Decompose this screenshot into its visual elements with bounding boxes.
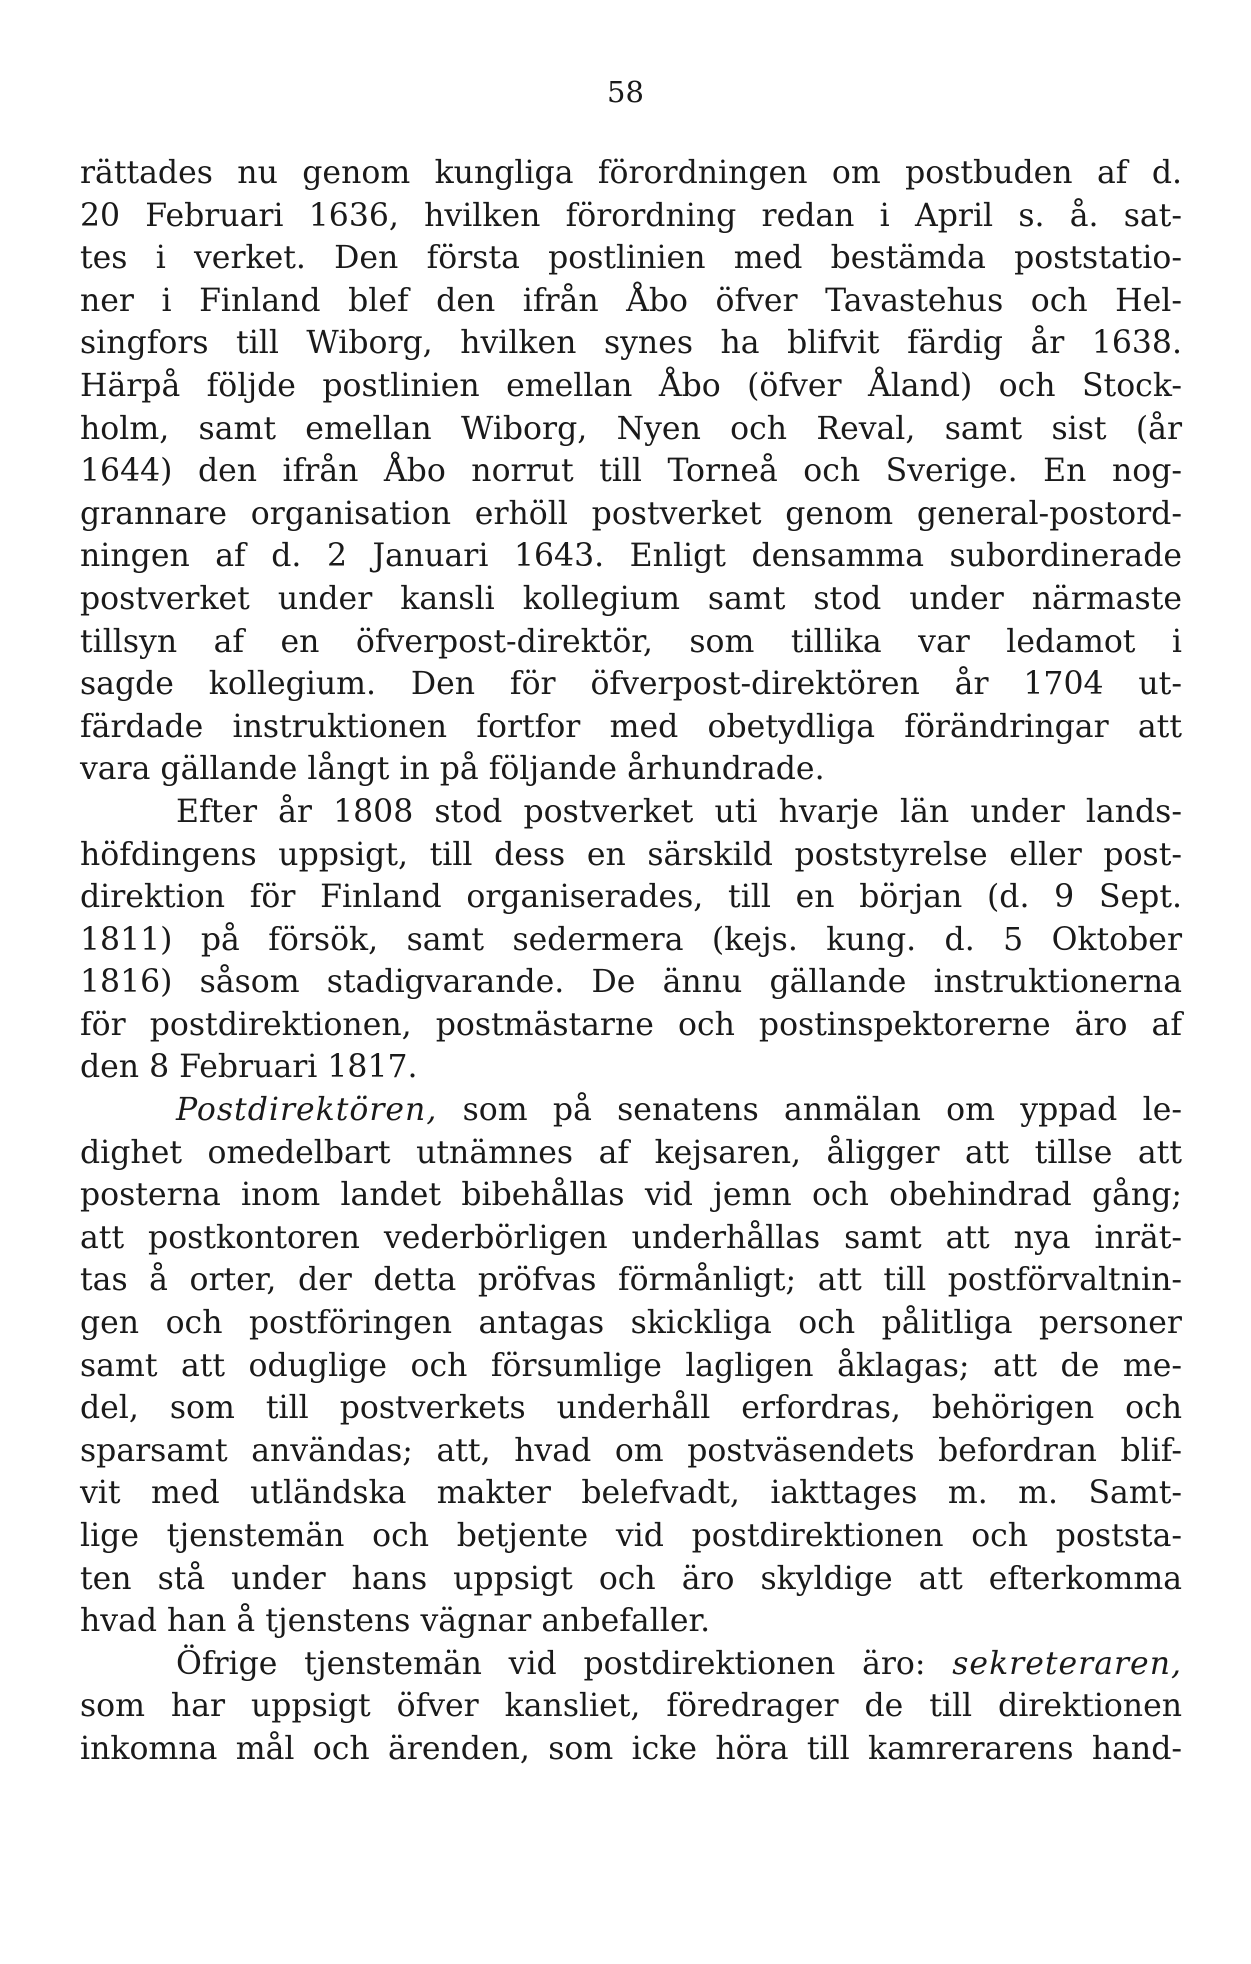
text-line: 1811) på försök, samt sedermera (kejs. kung. d. 5 Oktober	[80, 921, 1182, 958]
text-line	[80, 1643, 1182, 1686]
text-line: grannare organisation erhöll postverket genom general-postord-	[80, 495, 1182, 532]
emphasis-term: Postdirektören,	[176, 1092, 438, 1129]
text-line: samt att oduglige och försumlige lagligen åklagas; att de me-	[80, 1347, 1182, 1384]
text-line: Härpå följde postlinien emellan Åbo (öfver Åland) och Stock-	[80, 367, 1182, 404]
text-line: hvad han å tjenstens vägnar anbefaller.	[80, 1603, 711, 1640]
text-line: ningen af d. 2 Januari 1643. Enligt densamma subordinerade	[80, 538, 1182, 575]
body-text	[80, 152, 1182, 1771]
text-line: för postdirektionen, postmästarne och postinspektorerne äro af	[80, 1006, 1182, 1043]
text-line: färdade instruktionen fortfor med obetydliga förändringar att	[80, 708, 1182, 745]
text-line: sagde kollegium. Den för öfverpost-direktören år 1704 ut-	[80, 666, 1182, 703]
text-line: postverket under kansli kollegium samt stod under närmaste	[80, 580, 1182, 617]
text-line: sparsamt användas; att, hvad om postväsendets befordran blif-	[80, 1432, 1182, 1469]
text-line: 1644) den ifrån Åbo norrut till Torneå och Sverige. En nog-	[80, 453, 1182, 490]
text-line: ner i Finland blef den ifrån Åbo öfver Tavastehus och Hel-	[80, 282, 1182, 319]
text-line: posterna inom landet bibehållas vid jemn och obehindrad gång;	[80, 1177, 1182, 1214]
text-line: dighet omedelbart utnämnes af kejsaren, åligger att tillse att	[80, 1134, 1182, 1171]
text-line: vara gällande långt in på följande århundrade.	[80, 751, 825, 788]
text-line: holm, samt emellan Wiborg, Nyen och Reval, samt sist (år	[80, 410, 1182, 447]
text-line: tes i verket. Den första postlinien med bestämda poststatio-	[80, 240, 1182, 277]
text-line: direktion för Finland organiserades, till en början (d. 9 Sept.	[80, 879, 1182, 916]
paragraph-4	[80, 1643, 1182, 1771]
text-line: som har uppsigt öfver kansliet, föredrager de till direktionen	[80, 1688, 1182, 1725]
text-line: inkomna mål och ärenden, som icke höra till kamrerarens hand-	[80, 1730, 1182, 1767]
text-line: del, som till postverkets underhåll erfordras, behörigen och	[80, 1390, 1182, 1427]
text-line: 20 Februari 1636, hvilken förordning redan i April s. å. sat-	[80, 197, 1182, 234]
text-line: ten stå under hans uppsigt och äro skyldige att efterkomma	[80, 1560, 1182, 1597]
text-line: den 8 Februari 1817.	[80, 1049, 418, 1086]
text-line: Efter år 1808 stod postverket uti hvarje län under lands-	[176, 793, 1182, 830]
text-line: gen och postföringen antagas skickliga och pålitliga personer	[80, 1305, 1182, 1342]
text-line: rättades nu genom kungliga förordningen om postbuden af d.	[80, 155, 1182, 191]
text-line: höfdingens uppsigt, till dess en särskild poststyrelse eller post-	[80, 836, 1182, 873]
text-line: 1816) såsom stadigvarande. De ännu gällande instruktionerna	[80, 964, 1182, 1001]
page-number: 58	[607, 75, 644, 109]
emphasis-term: sekreteraren,	[952, 1645, 1182, 1682]
paragraph-1	[80, 152, 1182, 791]
text-line	[80, 1089, 1182, 1132]
text-line: tillsyn af en öfverpost-direktör, som tillika var ledamot i	[80, 623, 1182, 660]
paragraph-2	[80, 791, 1182, 1089]
text-line: att postkontoren vederbörligen underhållas samt att nya inrät-	[80, 1219, 1182, 1256]
text-line: vit med utländska makter belefvadt, iakttages m. m. Samt-	[80, 1475, 1182, 1512]
text-line: tas å orter, der detta pröfvas förmånligt; att till postförvaltnin-	[80, 1262, 1182, 1299]
text-line: lige tjenstemän och betjente vid postdirektionen och poststa-	[80, 1518, 1182, 1554]
text-run: Öfrige tjenstemän vid postdirektionen äro:	[176, 1645, 953, 1682]
text-line: singfors till Wiborg, hvilken synes ha blifvit färdig år 1638.	[80, 325, 1182, 362]
text-run: som på senatens anmälan om yppad le-	[437, 1092, 1182, 1129]
paragraph-3	[80, 1089, 1182, 1643]
